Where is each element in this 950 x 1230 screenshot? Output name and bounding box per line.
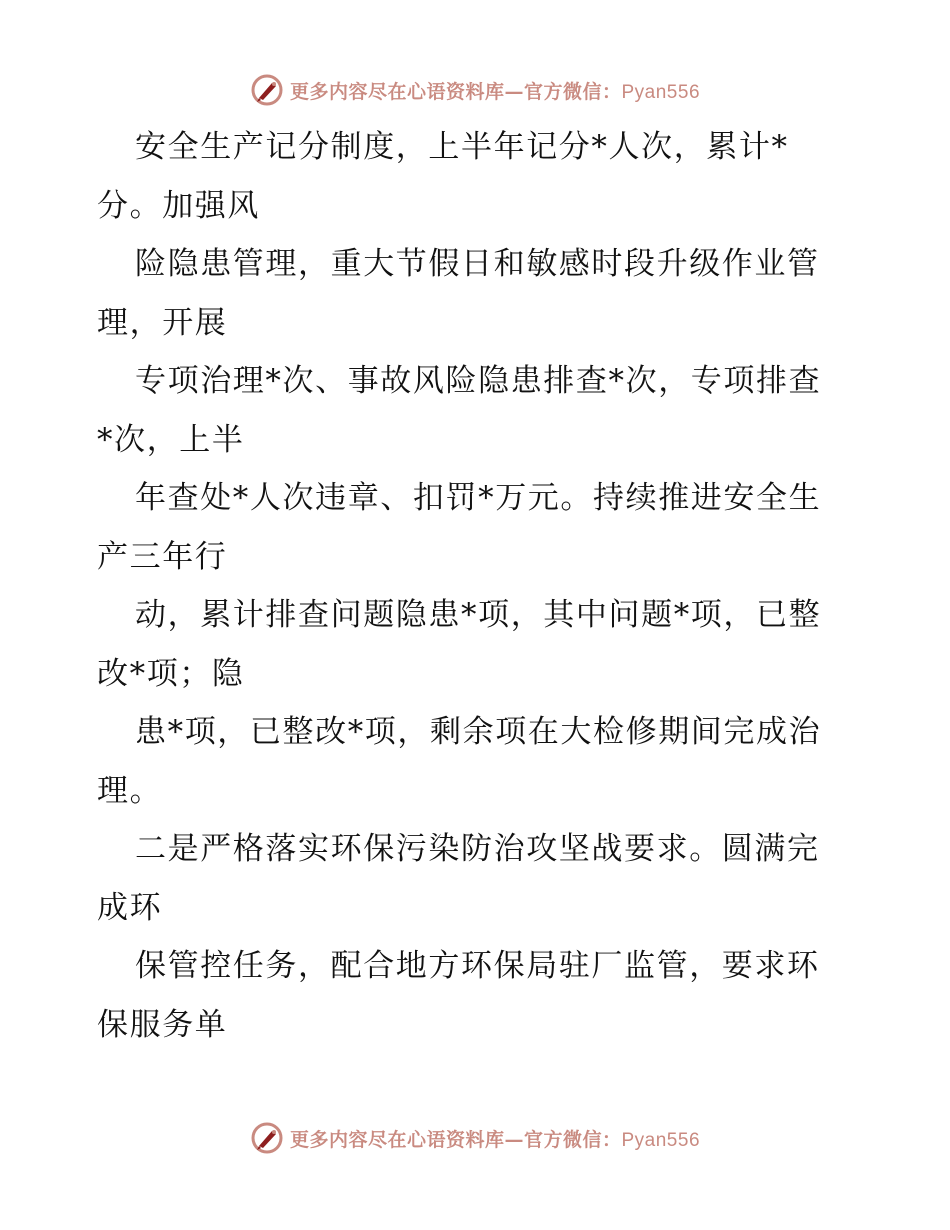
text-line: 险隐患管理，重大节假日和敏感时段升级作业管 <box>135 246 820 282</box>
text-line: 二是严格落实环保污染防治攻坚战要求。圆满完 <box>135 831 820 867</box>
watermark-wechat-id: Pyan556 <box>621 1129 701 1151</box>
text-line: 理。 <box>97 772 163 809</box>
watermark-cn-text: 更多内容尽在心语资料库—官方微信： <box>289 1128 622 1151</box>
watermark-text <box>290 1125 700 1152</box>
text-line: 改*项；隐 <box>97 655 245 692</box>
text-line: 成环 <box>97 889 163 926</box>
text-line: 动，累计排查问题隐患*项，其中问题*项，已整 <box>135 597 822 633</box>
text-line: 安全生产记分制度，上半年记分*人次，累计* <box>135 129 789 165</box>
watermark-cn-text: 更多内容尽在心语资料库—官方微信： <box>289 80 622 103</box>
text-line: *次，上半 <box>97 421 245 458</box>
text-line: 年查处*人次违章、扣罚*万元。持续推进安全生 <box>135 480 822 516</box>
watermark-footer <box>0 1118 950 1158</box>
text-line: 产三年行 <box>97 538 228 575</box>
text-line: 保服务单 <box>97 1006 228 1043</box>
pen-logo-icon <box>250 1121 284 1155</box>
watermark-wechat-id: Pyan556 <box>621 81 701 103</box>
watermark-text <box>290 77 700 104</box>
pen-logo-icon <box>250 73 284 107</box>
text-line: 专项治理*次、事故风险隐患排查*次，专项排查 <box>135 363 822 399</box>
text-line: 理，开展 <box>97 304 228 341</box>
watermark-header <box>0 70 950 110</box>
text-line: 保管控任务，配合地方环保局驻厂监管，要求环 <box>135 948 820 984</box>
text-line: 分。加强风 <box>97 187 260 224</box>
document-body <box>97 118 857 1054</box>
text-line: 患*项，已整改*项，剩余项在大检修期间完成治 <box>135 714 822 750</box>
